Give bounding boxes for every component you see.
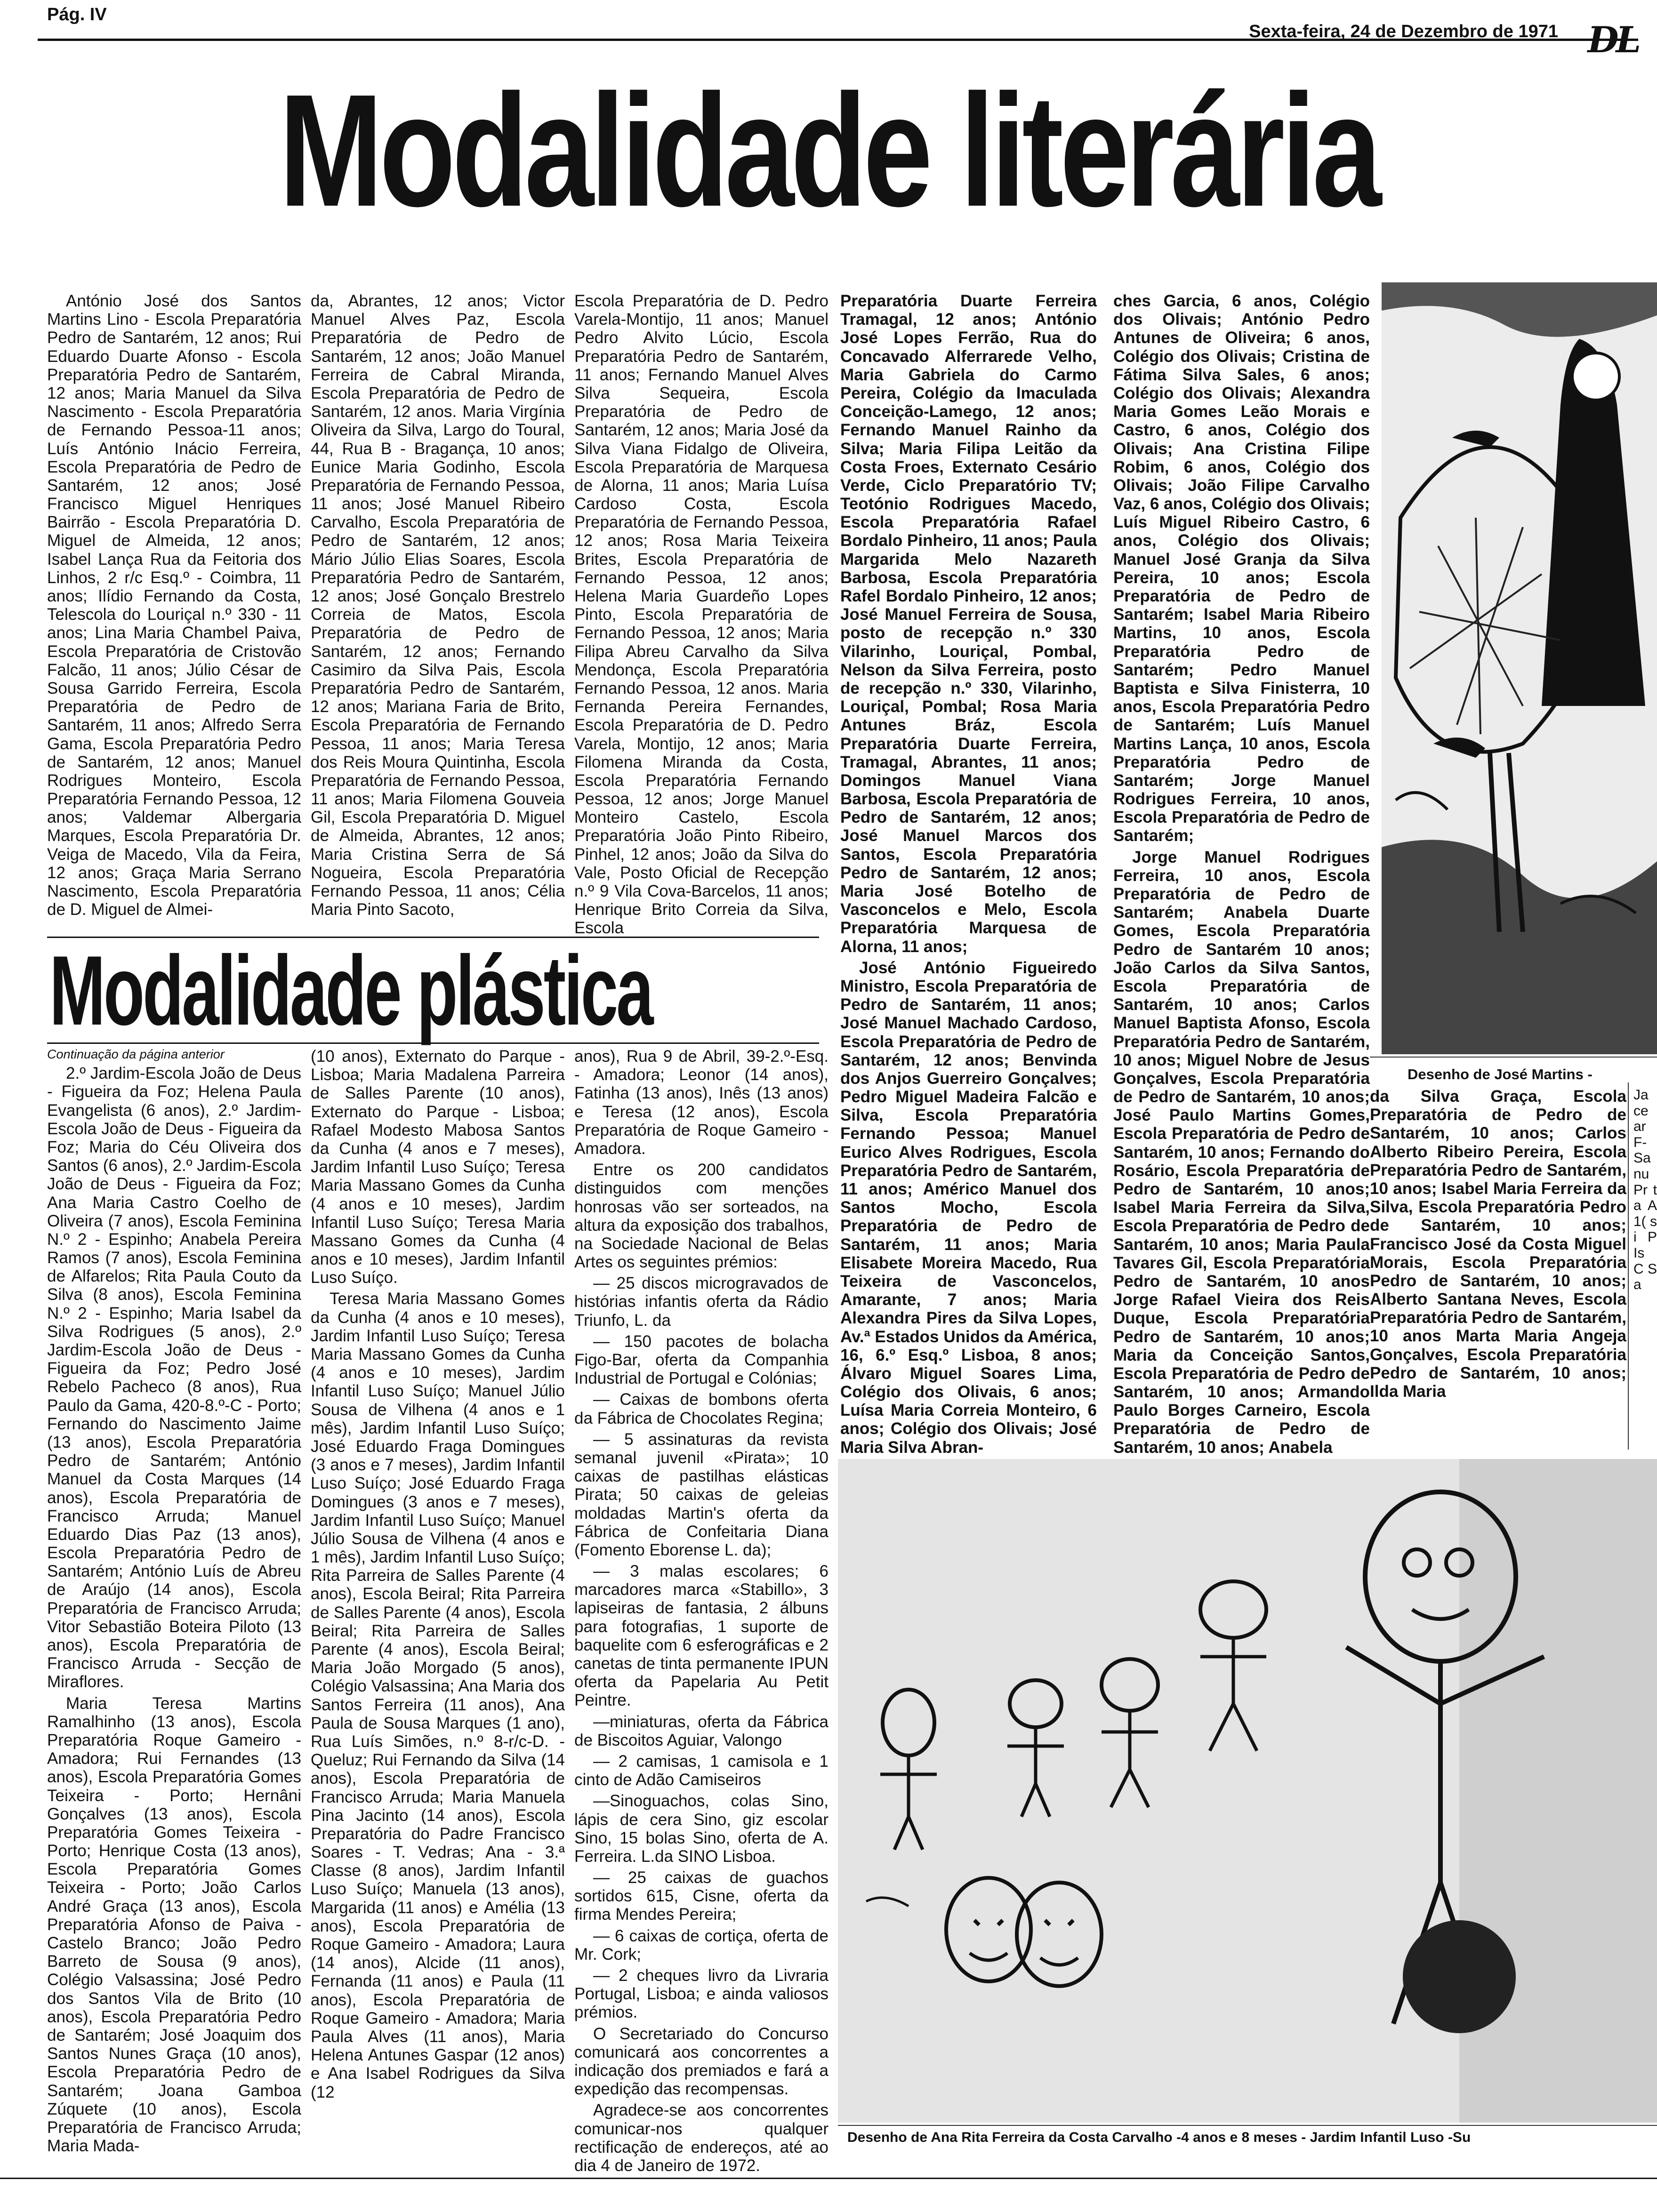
literaria-col1-text: António José dos Santos Martins Lino - Escola Preparatória Pedro de Santarém, 12 anos; Rui Eduardo Duarte Afonso - Escola Preparatória Pedro de Santarém, 12 anos; Maria Manuel da Silva Nascimento - Escola Preparatória de Fernando Pessoa-11 anos; Luís António Inácio Ferreira, Escola Preparatória de Pedro de Santarém, 12 anos; José Francisco Miguel Henriques Bairrão - Escola Preparatória D. Miguel de Almeida, 12 anos; Isabel Lança Rua da Feitoria dos Linhos, 2 r/c Esq.º - Coimbra, 11 anos; Ilídio Fernando da Costa, Telescola do Louriçal n.º 330 - 11 anos; Lina Maria Chambel Paiva, Escola Preparatória de Cristovão Falcão, 11 anos; Júlio César de Sousa Garrido Ferreira, Escola Preparatória de Pedro de Santarém, 11 anos; Alfredo Serra Gama, Escola Preparatória Pedro de Santarém, 12 anos; Manuel Rodrigues Monteiro, Escola Preparatória Fernando Pessoa, 12 anos; Valdemar Albergaria Marques, Escola Preparatória Dr. Veiga de Macedo, Vila da Feira, 12 anos; Graça Maria Serrano Nascimento, Escola Preparatória de D. Miguel de Almei- (47, 292, 301, 919)
prize-item: —miniaturas, oferta da Fábrica de Biscoitos Aguiar, Valongo (574, 1712, 828, 1749)
literaria-col4-text: Preparatória Duarte Ferreira Tramagal, 12 anos; António José Lopes Ferrão, Rua do Concavado Alferrarede Velho, Maria Gabriela do Carmo Pereira, Colégio da Imaculada Conceição-Lamego, 12 anos; Fernando Manuel Rainho da Silva; Maria Filipa Leitão da Costa Froes, Externato Cesário Verde, Ciclo Preparatório TV; Teotónio Rodrigues Macedo, Escola Preparatória Rafael Bordalo Pinheiro, 11 anos; Paula Margarida Melo Nazareth Barbosa, Escola Preparatória Rafel Bordalo Pinheiro, 12 anos; José Manuel Ferreira de Sousa, posto de recepção n.º 330 Vilarinho, Louriçal, Pombal, Nelson da Silva Ferreira, posto de recepção n.º 330, Vilarinho, Louriçal, Pombal; Rosa Maria Antunes Bráz, Escola Preparatória Duarte Ferreira, Tramagal, Abrantes, 11 anos; Domingos Manuel Viana Barbosa, Escola Preparatória de Pedro de Santarém, 12 anos; José Manuel Marcos dos Santos, Escola Preparatória Pedro de Santarém, 12 anos; Maria José Botelho de Vasconcelos e Melo, Escola Preparatória Marquesa de Alorna, 11 anos; (840, 292, 1097, 956)
prize-item: — 2 cheques livro da Livraria Portugal, Lisboa; e ainda valiosos prémios. (574, 1966, 828, 2022)
closing-note-2: Agradece-se aos concorrentes comunicar-nos qualquer rectificação de endereços, até ao dia 4 de Janeiro de 1972. (574, 2101, 828, 2175)
page-number: Pág. IV (47, 5, 107, 24)
literaria-col4b-text: José António Figueiredo Ministro, Escola Preparatória de Pedro de Santarém, 11 anos; José Manuel Machado Cardoso, Escola Preparatória de Pedro de Santarém, 12 anos; Benvinda dos Anjos Guerreiro Gonçalves; Pedro Miguel Madeira Falcão e Silva, Escola Preparatória Fernando Pessoa; Manuel Eurico Alves Rodrigues, Escola Preparatória Pedro de Santarém, 11 anos; Américo Manuel dos Santos Mocho, Escola Preparatória de Pedro de Santarém, 11 anos; Maria Elisabete Moreira Macedo, Rua Teixeira de Vasconcelos, Amarante, 7 anos; Maria Alexandra Pires da Silva Lopes, Av.ª Estados Unidos da América, 16, 6.º Esq.º Lisboa, 8 anos; Álvaro Miguel Soares Lima, Colégio dos Olivais, 6 anos; Luísa Maria Correia Monteiro, 6 anos; Colégio dos Olivais; José Maria Silva Abran- (840, 958, 1097, 1457)
literaria-column-1 (47, 292, 301, 919)
plastica-col1b-text: Maria Teresa Martins Ramalhinho (13 anos), Escola Preparatória Roque Gameiro - Amadora; Rui Fernandes (13 anos), Escola Preparatória Gomes Teixeira - Porto; Hernâni Gonçalves (13 anos), Escola Preparatória Gomes Teixeira - Porto; Henrique Costa (13 anos), Escola Preparatória Gomes Teixeira - Porto; João Carlos André Graça (13 anos), Escola Preparatória Afonso de Paiva - Castelo Branco; João Pedro Barreto de Sousa (9 anos), Colégio Valsassina; José Pedro dos Santos Vila de Brito (10 anos), Escola Preparatória Pedro de Santarém; José Joaquim dos Santos Nunes Graça (10 anos), Escola Preparatória Pedro de Santarém; Joana Gamboa Zúquete (10 anos), Escola Preparatória de Francisco Arruda; Maria Mada- (47, 1694, 301, 2156)
prize-item: — 3 malas escolares; 6 marcadores marca «Stabillo», 3 lapiseiras de fantasia, 2 álbuns para fotografias, 1 suporte de baquelite com 6 esferográficas e 2 canetas de tinta permanente IPUN oferta da Papelaria Au Petit Peintre. (574, 1562, 828, 1710)
plastica-column-1 (47, 1047, 301, 2156)
caption-rule-1 (1370, 1057, 1657, 1058)
headline-literaria: Modalidade literária (279, 61, 1378, 240)
drawing-child-figures-image (838, 1459, 1657, 2123)
edge-fragments: Ja ce ar F- Sa nu Pr ta A 1( si P Is C Sa (1633, 1087, 1657, 1293)
drawing-tree-figure-image (1382, 282, 1657, 1054)
prize-item: — 2 camisas, 1 camisola e 1 cinto de Adão Camiseiros (574, 1752, 828, 1789)
drawing-child-figures (838, 1459, 1657, 2123)
prize-item: — 25 discos microgravados de histórias infantis oferta da Rádio Triunfo, L. da (574, 1274, 828, 1330)
prize-item: — 150 pacotes de bolacha Figo-Bar, oferta da Companhia Industrial de Portugal e Colónias; (574, 1332, 828, 1388)
literaria-col5-text: ches Garcia, 6 anos, Colégio dos Olivais; António Pedro Antunes de Oliveira; 6 anos, Colégio dos Olivais; Cristina de Fátima Silva Sales, 6 anos; Colégio dos Olivais; Alexandra Maria Gomes Leão Morais e Castro, 6 anos, Colégio dos Olivais; Ana Cristina Filipe Robim, 6 anos, Colégio dos Olivais; João Filipe Carvalho Vaz, 6 anos, Colégio dos Olivais; Luís Miguel Ribeiro Castro, 6 anos, Colégio dos Olivais; Manuel José Granja da Silva Pereira, 10 anos; Escola Preparatória de Pedro de Santarém; Isabel Maria Ribeiro Martins, 10 anos, Escola Preparatória Pedro de Santarém; Pedro Manuel Baptista e Silva Finisterra, 10 anos, Escola Preparatória Pedro de Santarém; Luís Manuel Martins Lança, 10 anos, Escola Preparatória Pedro de Santarém; Jorge Manuel Rodrigues Ferreira, 10 anos, Escola Preparatória de Pedro de Santarém; (1113, 292, 1370, 845)
plastica-column-2 (311, 1047, 565, 2144)
prize-item: — 5 assinaturas da revista semanal juvenil «Pirata»; 10 caixas de pastilhas elásticas Pirata; 50 caixas de geleias moldadas Martin's oferta da Fábrica de Confeitaria Diana (Fomento Eborense L. da); (574, 1430, 828, 1559)
plastica-rule-bottom (47, 1042, 819, 1044)
caption-rule-2 (838, 2125, 1657, 2126)
closing-note-1: O Secretariado do Concurso comunicará aos concorrentes a indicação dos premiados e fará a expedição das recompensas. (574, 2024, 828, 2099)
prize-item: —Sinoguachos, colas Sino, lápis de cera Sino, giz escolar Sino, 15 bolas Sino, oferta de A. Ferreira. L.da SINO Lisboa. (574, 1792, 828, 1866)
plastica-col2b-text: Teresa Maria Massano Gomes da Cunha (4 anos e 10 meses), Jardim Infantil Luso Suíço; Teresa Maria Massano Gomes da Cunha (4 anos e 10 meses), Jardim Infantil Luso Suíço; Manuel Júlio Sousa de Vilhena (4 anos e 1 mês), Jardim Infantil Luso Suíço; José Eduardo Fraga Domingues (3 anos e 7 meses), Jardim Infantil Luso Suíço; José Eduardo Fraga Domingues (3 anos e 7 meses), Jardim Infantil Luso Suíço; Manuel Júlio Sousa de Vilhena (4 anos e 1 mês), Jardim Infantil Luso Suíço; Rita Parreira de Salles Parente (4 anos), Escola Beiral; Rita Parreira de Salles Parente (4 anos), Escola Beiral; Rita Parreira de Salles Parente (4 anos), Escola Beiral; Maria João Morgado (5 anos), Colégio Valsassina; Ana Maria dos Santos Ferreira (11 anos), Ana Paula de Sousa Marques (1 ano), Rua Luís Simões, n.º 8-r/c-D. - Queluz; Rui Fernando da Silva (14 anos), Escola Preparatória de Francisco Arruda; Maria Manuela Pina Jacinto (14 anos), Escola Preparatória do Padre Francisco Soares - T. Vedras; Ana - 3.ª Classe (8 anos), Jardim Infantil Luso Suíço; Manuela (13 anos), Margarida (11 anos) e Amélia (13 anos), Escola Preparatória de Roque Gameiro - Amadora; Laura (14 anos), Alcide (11 anos), Fernanda (11 anos) e Paula (11 anos), Escola Preparatória de Roque Gameiro - Amadora; Maria Paula Alves (11 anos), Maria Helena Antunes Gaspar (12 anos) e Ana Isabel Rodrigues da Silva (12 (311, 1290, 565, 2101)
plastica-col3a-text: anos), Rua 9 de Abril, 39-2.º-Esq. - Amadora; Leonor (14 anos), Fatinha (13 anos), Inês (13 anos) e Teresa (12 anos), Escola Preparatória de Roque Gameiro - Amadora. (574, 1047, 828, 1158)
edge-column-rule (1628, 1082, 1629, 1450)
prize-item: — 6 caixas de cortiça, oferta de Mr. Cork; (574, 1926, 828, 1964)
prize-item: — Caixas de bombons oferta da Fábrica de Chocolates Regina; (574, 1390, 828, 1427)
literaria-column-5 (1113, 292, 1370, 1457)
literaria-column-6 (1370, 1087, 1626, 1445)
literaria-column-3 (574, 292, 828, 938)
literaria-col5b-text: Jorge Manuel Rodrigues Ferreira, 10 anos, Escola Preparatória de Pedro de Santarém; Anabela Duarte Gomes, Escola Preparatória Pedro de Santarém 10 anos; João Carlos da Silva Santos, Escola Preparatória de Santarém, 10 anos; Carlos Manuel Baptista Afonso, Escola Preparatória Pedro de Santarém, 10 anos; Miguel Nobre de Jesus Gonçalves, Escola Preparatória de Pedro de Santarém, 10 anos; José Paulo Martins Gomes, Escola Preparatória de Pedro de Santarém, 10 anos; Fernando do Rosário, Escola Preparatória de Pedro de Santarém, 10 anos; Isabel Maria Ferreira da Silva, Escola Preparatória de Pedro de Santarém, 10 anos; Maria Paula Tavares Gil, Escola Preparatória Pedro de Santarém, 10 anos Jorge Rafael Vieira dos Reis Duque, Escola Preparatória Pedro de Santarém, 10 anos; Maria da Conceição Santos, Escola Preparatória de Pedro de Santarém, 10 anos; Armando Paulo Borges Carneiro, Escola Preparatória de Pedro de Santarém, 10 anos; Anabela (1113, 848, 1370, 1457)
headline-plastica: Modalidade plástica (49, 935, 652, 1046)
drawing-tree-figure (1382, 282, 1657, 1054)
plastica-col2-text: (10 anos), Externato do Parque - Lisboa; Maria Madalena Parreira de Salles Parente (10 anos), Externato do Parque - Lisboa; Rafael Modesto Mabosa Santos da Cunha (4 anos e 7 meses), Jardim Infantil Luso Suíço; Teresa Maria Massano Gomes da Cunha (4 anos e 10 meses), Jardim Infantil Luso Suíço; Teresa Maria Massano Gomes da Cunha (4 anos e 10 meses), Jardim Infantil Luso Suíço. (311, 1047, 565, 1287)
header-rule (38, 39, 1638, 41)
literaria-col3-text: Escola Preparatória de D. Pedro Varela-Montijo, 11 anos; Manuel Pedro Alvito Lúcio, Escola Preparatória Pedro de Santarém, 11 anos; Fernando Manuel Alves Silva Sequeira, Escola Preparatória de Pedro de Santarém, 12 anos; Maria José da Silva Viana Fidalgo de Oliveira, Escola Preparatória de Marquesa de Alorna, 11 anos; Maria Luísa Cardoso Costa, Escola Preparatória de Fernando Pessoa, 12 anos; Rosa Maria Teixeira Brites, Escola Preparatória de Fernando Pessoa, 12 anos; Helena Maria Guardeño Lopes Pinto, Escola Preparatória de Fernando Pessoa, 12 anos; Maria Filipa Abreu Carvalho da Silva Mendonça, Escola Preparatória Fernando Pessoa, 12 anos. Maria Fernanda Pereira Fernandes, Escola Preparatória de D. Pedro Varela, Montijo, 12 anos; Maria Filomena Miranda da Costa, Escola Preparatória Fernando Pessoa, 12 anos; Jorge Manuel Monteiro Castelo, Escola Preparatória João Pinto Ribeiro, Pinhel, 12 anos; João da Silva do Vale, Posto Oficial de Recepção n.º 9 Vila Cova-Barcelos, 11 anos; Henrique Brito Correia da Silva, Escola (574, 292, 828, 938)
literaria-col6-text: da Silva Graça, Escola Preparatória de Pedro de Santarém, 10 anos; Carlos Alberto Ribeiro Pereira, Escola Preparatória Pedro de Santarém, 10 anos; Isabel Maria Ferreira da Silva, Escola Preparatória Pedro de Santarém, 10 anos; Francisco José da Costa Miguel Morais, Escola Preparatória Pedro de Santarém, 10 anos; Alberto Santana Neves, Escola Preparatória Pedro de Santarém, 10 anos Marta Maria Angeja Gonçalves, Escola Preparatória Pedro de Santarém, 10 anos; Ilda Maria (1370, 1087, 1626, 1401)
continuation-label: Continuação da página anterior (47, 1047, 225, 1061)
plastica-column-3 (574, 1047, 828, 2175)
prize-item: — 25 caixas de guachos sortidos 615, Cisne, oferta da firma Mendes Pereira; (574, 1868, 828, 1924)
issue-date: Sexta-feira, 24 de Dezembro de 1971 (1249, 22, 1558, 41)
plastica-col1-text: 2.º Jardim-Escola João de Deus - Figueira da Foz; Helena Paula Evangelista (6 anos), 2.º Jardim-Escola João de Deus - Figueira da Foz; Maria do Céu Oliveira dos Santos (6 anos), 2.º Jardim-Escola João de Deus - Figueira da Foz; Ana Maria Castro Coelho de Oliveira (7 anos), Escola Feminina N.º 2 - Espinho; Anabela Pereira Ramos (7 anos), Escola Feminina de Alfarelos; Rita Paula Couto da Silva (8 anos), Escola Feminina N.º 2 - Espinho; Maria Isabel da Silva Rodrigues (5 anos), 2.º Jardim-Escola João de Deus - Figueira da Foz; Pedro José Rebelo Pacheco (8 anos), Rua Paulo da Gama, 420-8.º-C - Porto; Fernando do Nascimento Jaime (13 anos), Escola Preparatória Pedro de Santarém; António Manuel da Costa Marques (14 anos), Escola Preparatória de Francisco Arruda; Manuel Eduardo Dias Paz (13 anos), Escola Preparatória Pedro de Santarém; António Luís de Abreu de Araújo (14 anos), Escola Preparatória de Francisco Arruda; Vitor Sebastião Boteira Piloto (13 anos), Escola Preparatória de Francisco Arruda - Secção de Miraflores. (47, 1064, 301, 1691)
caption-drawing-2: Desenho de Ana Rita Ferreira da Costa Carvalho -4 anos e 8 meses - Jardim Infantil Luso -Su (847, 2130, 1471, 2145)
literaria-col2-text: da, Abrantes, 12 anos; Victor Manuel Alves Paz, Escola Preparatória de Pedro de Santarém, 12 anos; João Manuel Ferreira de Cabral Miranda, Escola Preparatória de Pedro de Santarém, 12 anos. Maria Virgínia Oliveira da Silva, Largo do Toural, 44, Rua B - Bragança, 10 anos; Eunice Maria Godinho, Escola Preparatória de Fernando Pessoa, 11 anos; José Manuel Ribeiro Carvalho, Escola Preparatória de Pedro de Santarém, 12 anos; Mário Júlio Elias Soares, Escola Preparatória Pedro de Santarém, 12 anos; José Gonçalo Brestrelo Correia de Matos, Escola Preparatória de Pedro de Santarém, 12 anos; Fernando Casimiro da Silva Pais, Escola Preparatória Pedro de Santarém, 12 anos; Mariana Faria de Brito, Escola Preparatória de Fernando Pessoa, 11 anos; Maria Teresa dos Reis Moura Quintinha, Escola Preparatória de Fernando Pessoa, 11 anos; Maria Filomena Gouveia Gil, Escola Preparatória D. Miguel de Almeida, Abrantes, 12 anos; Maria Cristina Serra de Sá Nogueira, Escola Preparatória Fernando Pessoa, 11 anos; Célia Maria Pinto Sacoto, (311, 292, 565, 919)
literaria-column-4 (840, 292, 1097, 1457)
literaria-column-2 (311, 292, 565, 919)
newspaper-logo: DL (1587, 19, 1638, 61)
page-bottom-rule (0, 2178, 1657, 2212)
caption-drawing-1: Desenho de José Martins - (1408, 1066, 1593, 1082)
plastica-col3b-text: Entre os 200 candidatos distinguidos com menções honrosas vão ser sorteados, na altura da exposição dos trabalhos, na Sociedade Nacional de Belas Artes os seguintes prémios: (574, 1161, 828, 1272)
